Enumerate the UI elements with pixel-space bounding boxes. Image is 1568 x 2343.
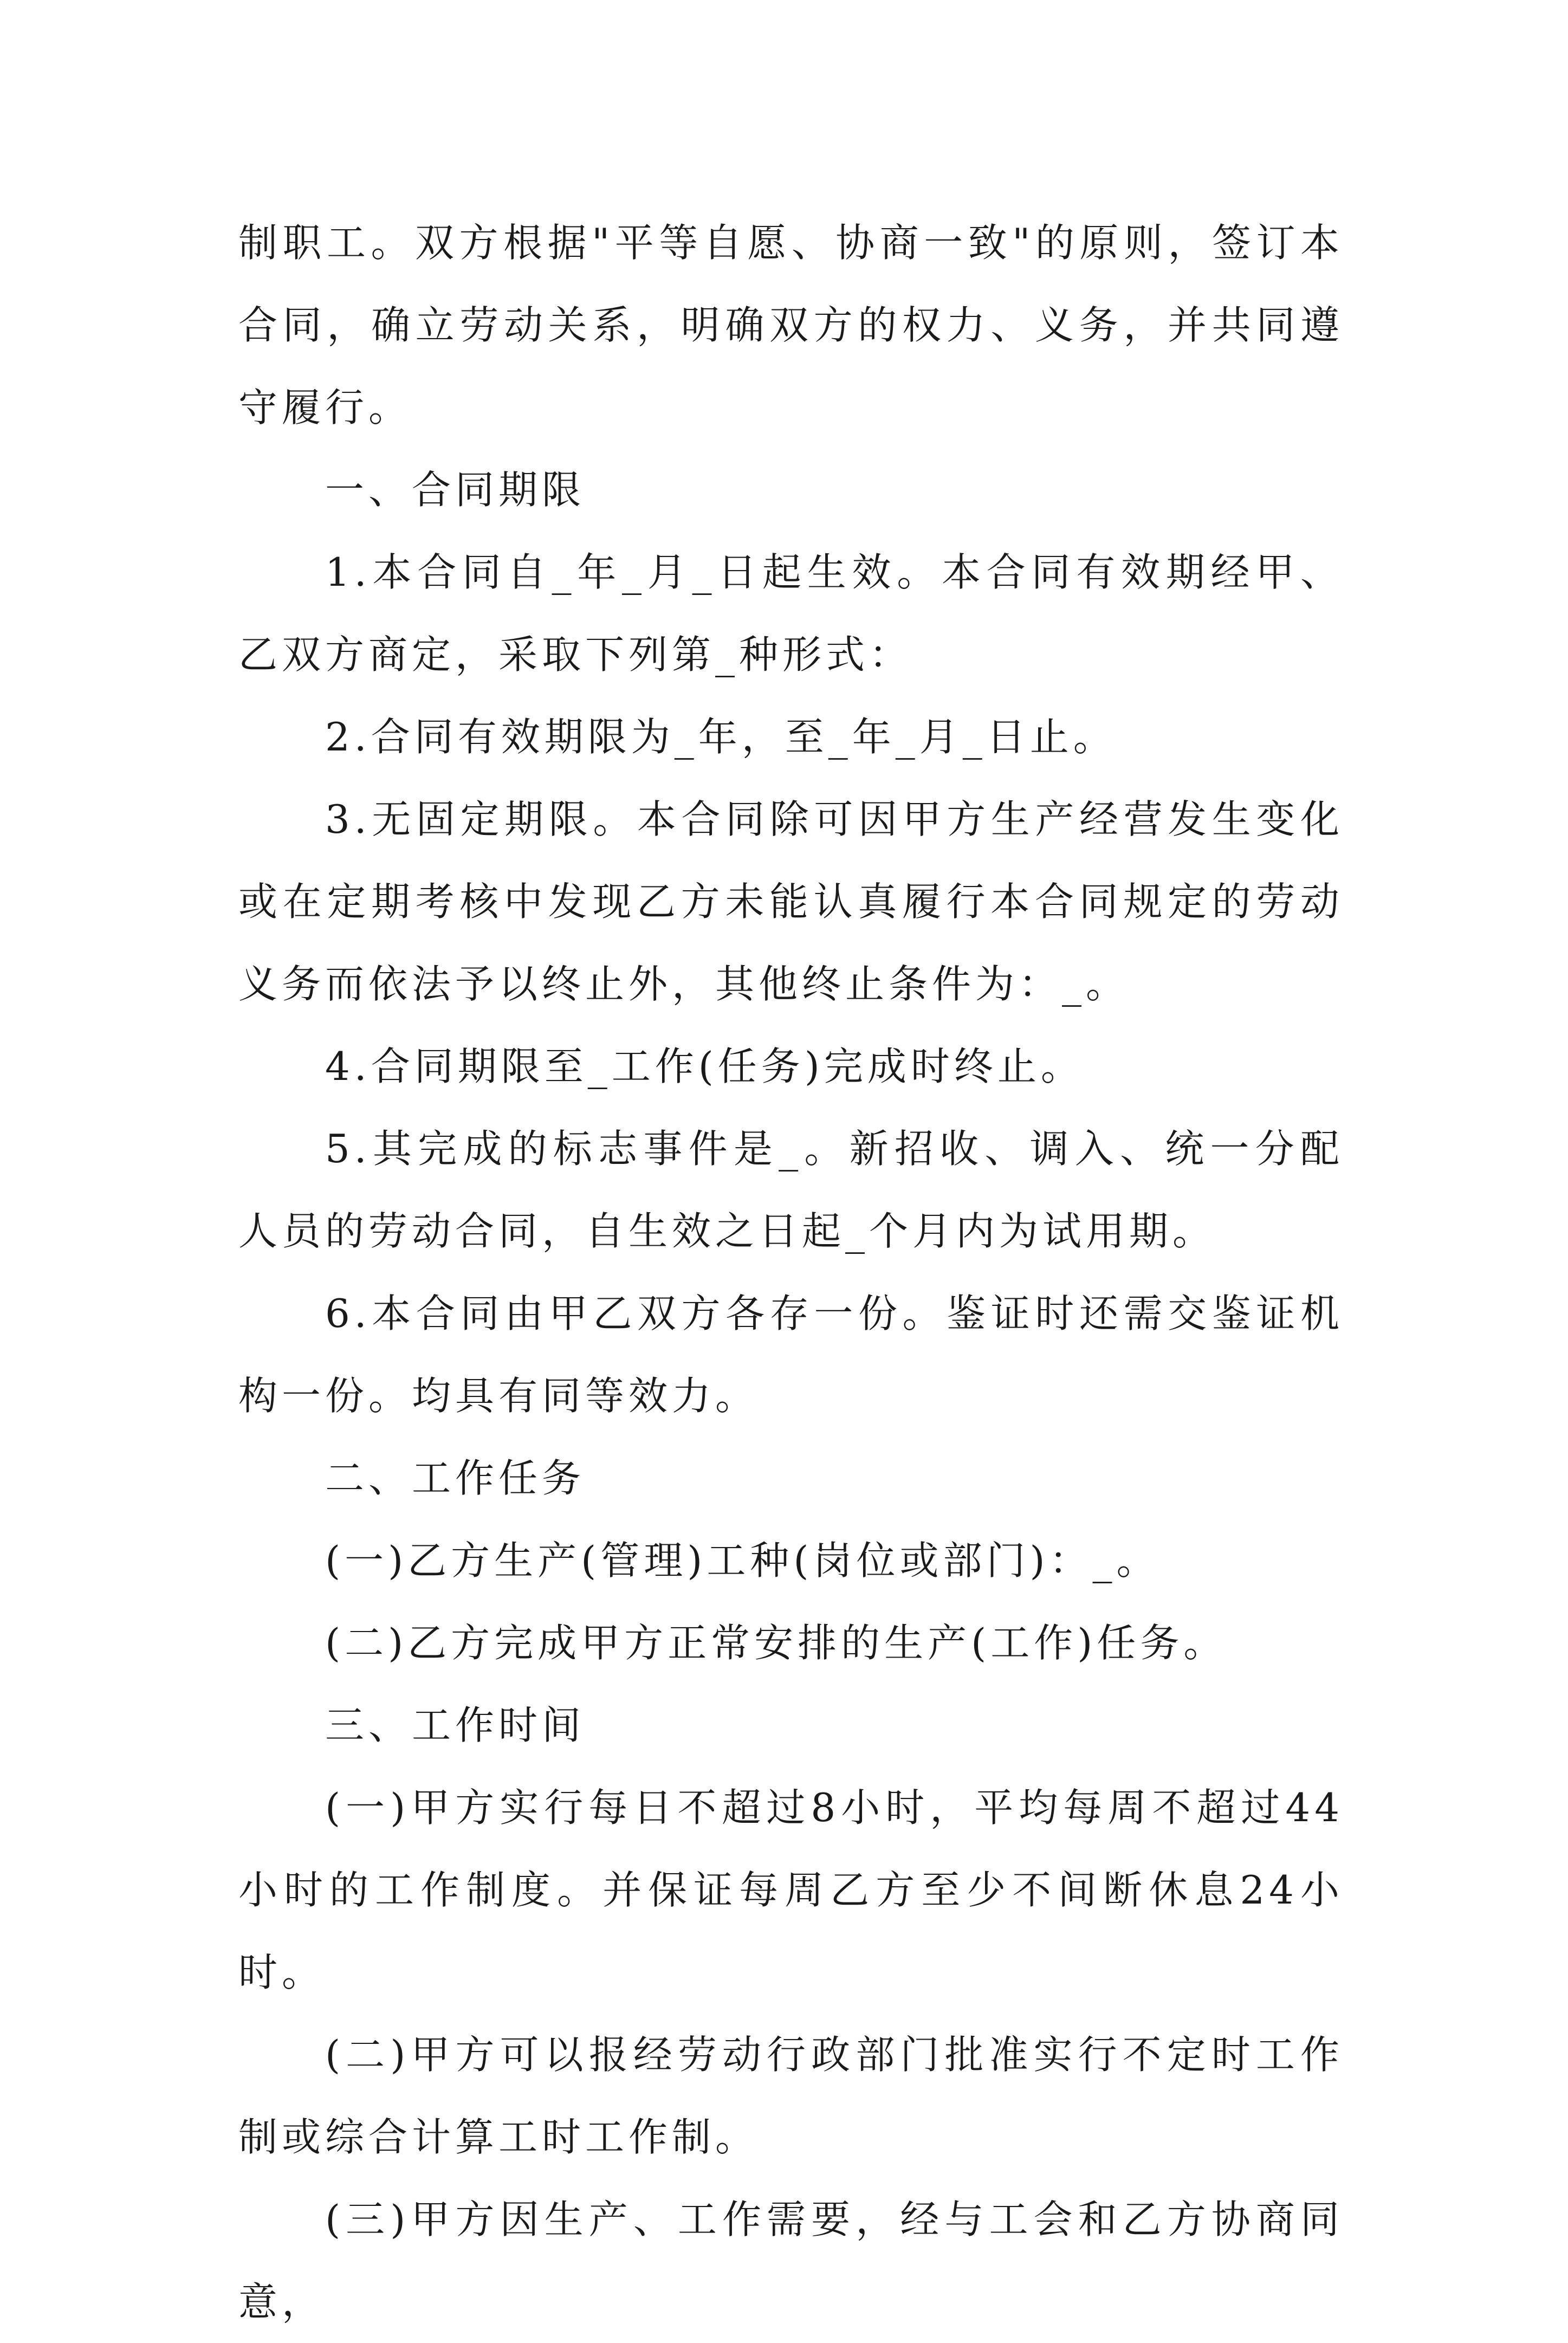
paragraph: (一)甲方实行每日不超过8小时，平均每周不超过44小时的工作制度。并保证每周乙方至少不间断休息24小时。: [238, 1785, 1344, 1995]
paragraph: (三)甲方因生产、工作需要，经与工会和乙方协商同意，: [238, 2197, 1344, 2325]
section-heading: 二、工作任务: [325, 1455, 586, 1501]
paragraph: (一)乙方生产(管理)工种(岗位或部门)：_。: [325, 1538, 1160, 1583]
section-heading: 三、工作时间: [325, 1703, 586, 1748]
paragraph: 4.合同期限至_工作(任务)完成时终止。: [325, 1044, 1084, 1089]
document-body: [238, 202, 1344, 2343]
paragraph: 2.合同有效期限为_年，至_年_月_日止。: [325, 714, 1117, 760]
paragraph: (二)甲方可以报经劳动行政部门批准实行不定时工作制或综合计算工时工作制。: [238, 2032, 1344, 2160]
paragraph: 6.本合同由甲乙双方各存一份。鉴证时还需交鉴证机构一份。均具有同等效力。: [238, 1291, 1344, 1419]
paragraph: 3.无固定期限。本合同除可因甲方生产经营发生变化或在定期考核中发现乙方未能认真履行本合同规定的劳动义务而依法予以终止外，其他终止条件为：_。: [238, 797, 1344, 1007]
section-heading: 一、合同期限: [325, 467, 586, 513]
paragraph: 1.本合同自_年_月_日起生效。本合同有效期经甲、乙双方商定，采取下列第_种形式：: [238, 549, 1344, 677]
paragraph: 制职工。双方根据"平等自愿、协商一致"的原则，签订本合同，确立劳动关系，明确双方的权力、义务，并共同遵守履行。: [238, 220, 1344, 430]
paragraph: 5.其完成的标志事件是_。新招收、调入、统一分配人员的劳动合同，自生效之日起_个月内为试用期。: [238, 1126, 1344, 1254]
paragraph: (二)乙方完成甲方正常安排的生产(工作)任务。: [325, 1620, 1227, 1666]
